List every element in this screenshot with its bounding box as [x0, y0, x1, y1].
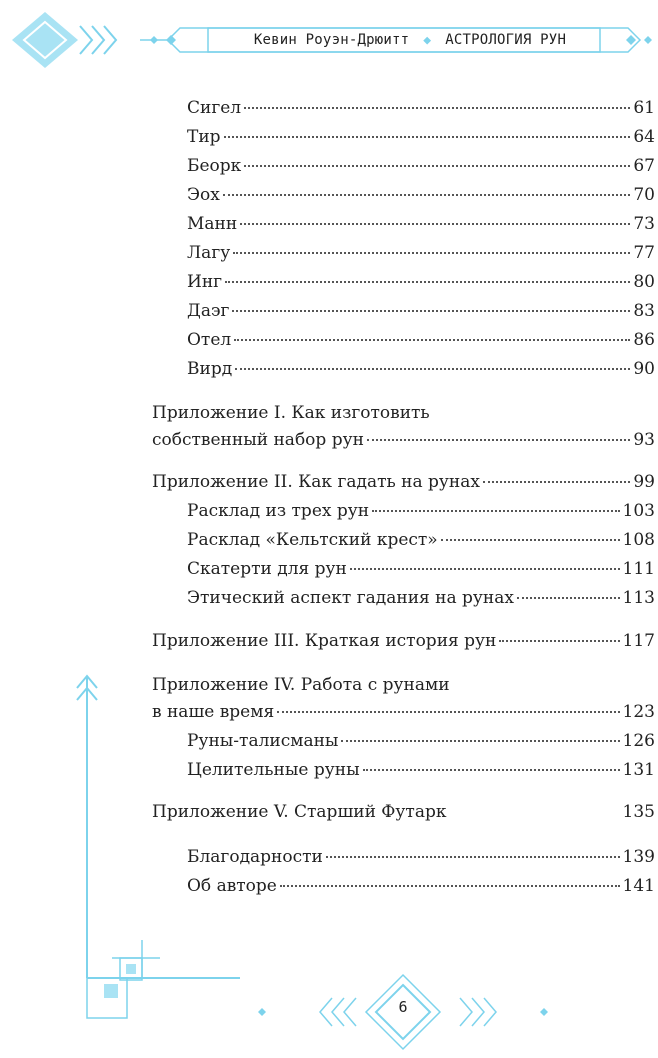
leader-dots	[240, 223, 630, 225]
leader-dots	[499, 640, 619, 642]
leader-dots	[234, 339, 630, 341]
toc-entry-page: 93	[633, 430, 655, 450]
toc-entry-page: 139	[622, 847, 655, 867]
toc-entry-page: 99	[633, 472, 655, 492]
toc-entry-title: Руны-талисманы	[187, 731, 339, 751]
leader-dots	[341, 740, 619, 742]
toc-entry-title: Вирд	[187, 359, 233, 379]
toc-entry-page: 131	[622, 760, 655, 780]
leader-dots	[326, 856, 620, 858]
toc-entry-title: Скатерти для рун	[187, 559, 347, 579]
leader-dots	[441, 539, 620, 541]
toc-entry-title: Целительные руны	[187, 760, 360, 780]
toc-entry-page: 64	[633, 127, 655, 147]
toc-entry-page: 67	[633, 156, 655, 176]
toc-entry-title: Манн	[187, 214, 238, 234]
appendix-1-title-line1[interactable]: Приложение I. Как изготовить	[152, 403, 430, 423]
page-number: 6	[398, 998, 408, 1016]
toc-entry-title: Сигел	[187, 98, 242, 118]
toc-entry[interactable]	[187, 270, 655, 294]
toc-subentry[interactable]	[187, 499, 655, 523]
header-chevrons-icon	[80, 26, 116, 54]
toc-entry[interactable]	[187, 125, 655, 149]
toc-entry-title: Отел	[187, 330, 232, 350]
leader-dots	[225, 281, 630, 283]
toc-entry[interactable]	[187, 212, 655, 236]
toc-entry-title: Приложение III. Краткая история рун	[152, 631, 497, 651]
toc-entry-title: Эох	[187, 185, 220, 205]
toc-entry-appendix-5[interactable]	[152, 800, 655, 824]
leader-dots	[224, 136, 631, 138]
toc-entry-page: 103	[622, 501, 655, 521]
leader-dots	[363, 769, 620, 771]
toc-entry[interactable]	[187, 96, 655, 120]
toc-entry-page: 108	[622, 530, 655, 550]
toc-entry-page: 126	[622, 731, 655, 751]
toc-entry-page: 117	[622, 631, 655, 651]
toc-subentry[interactable]	[187, 528, 655, 552]
toc-entry[interactable]	[187, 299, 655, 323]
toc-entry-title: Расклад «Кельтский крест»	[187, 530, 438, 550]
running-header	[225, 27, 595, 53]
toc-entry-page: 113	[622, 588, 655, 608]
leader-dots	[280, 885, 620, 887]
leader-dots	[223, 194, 631, 196]
leader-dots	[244, 165, 630, 167]
toc-entry-title: Расклад из трех рун	[187, 501, 370, 521]
header-author: Кевин Роуэн-Дрюитт	[253, 32, 410, 48]
leader-dots	[235, 368, 630, 370]
leader-dots	[372, 510, 619, 512]
toc-entry-title: Тир	[187, 127, 221, 147]
toc-entry-title: собственный набор рун	[152, 430, 364, 450]
toc-entry-title: Лагу	[187, 243, 231, 263]
toc-subentry[interactable]	[187, 557, 655, 581]
toc-entry-page: 123	[622, 702, 655, 722]
toc-entry[interactable]	[187, 241, 655, 265]
leader-dots	[277, 711, 619, 713]
appendix-4-title-line1[interactable]: Приложение IV. Работа с рунами	[152, 675, 450, 695]
leader-dots	[244, 107, 630, 109]
toc-entry-page: 80	[633, 272, 655, 292]
toc-entry-title: в наше время	[152, 702, 275, 722]
leader-dots	[449, 811, 619, 813]
toc-entry[interactable]	[187, 357, 655, 381]
leader-dots	[233, 252, 630, 254]
toc-entry[interactable]	[187, 845, 655, 869]
toc-entry-page: 111	[622, 559, 655, 579]
toc-entry-page: 61	[633, 98, 655, 118]
toc-entry-title: Приложение II. Как гадать на рунах	[152, 472, 480, 492]
header-book-title: АСТРОЛОГИЯ РУН	[445, 32, 567, 48]
toc-entry-appendix-3[interactable]	[152, 629, 655, 653]
leader-dots	[350, 568, 620, 570]
toc-entry[interactable]	[187, 154, 655, 178]
leader-dots	[483, 481, 630, 483]
toc-subentry[interactable]	[187, 729, 655, 753]
toc-entry-page: 73	[633, 214, 655, 234]
toc-entry-page: 86	[633, 330, 655, 350]
leader-dots	[367, 439, 630, 441]
toc-entry-page: 90	[633, 359, 655, 379]
toc-entry[interactable]	[187, 328, 655, 352]
leader-dots	[517, 597, 620, 599]
toc-entry-title: Приложение V. Старший Футарк	[152, 802, 447, 822]
header-separator-icon: ◆	[423, 32, 432, 48]
toc-entry-title: Даэг	[187, 301, 230, 321]
toc-entry-title: Инг	[187, 272, 223, 292]
toc-entry-appendix-2[interactable]	[152, 470, 655, 494]
toc-entry-page: 141	[622, 876, 655, 896]
toc-entry-appendix-1[interactable]	[152, 428, 655, 452]
toc-subentry[interactable]	[187, 586, 655, 610]
toc-entry-title: Этический аспект гадания на рунах	[187, 588, 514, 608]
toc-entry-page: 83	[633, 301, 655, 321]
toc-entry-title: Беорк	[187, 156, 242, 176]
toc-entry-appendix-4[interactable]	[152, 700, 655, 724]
toc-entry-page: 77	[633, 243, 655, 263]
toc-entry-page: 70	[633, 185, 655, 205]
toc-entry[interactable]	[187, 874, 655, 898]
leader-dots	[232, 310, 630, 312]
toc-entry-title: Благодарности	[187, 847, 323, 867]
toc-entry-title: Об авторе	[187, 876, 277, 896]
toc-entry-page: 135	[622, 802, 655, 822]
toc-entry[interactable]	[187, 183, 655, 207]
corner-diamond-icon	[12, 12, 78, 68]
toc-subentry[interactable]	[187, 758, 655, 782]
